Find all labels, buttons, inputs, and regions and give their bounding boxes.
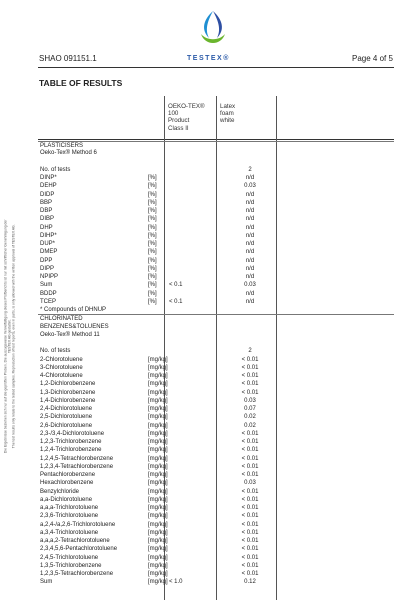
sample-header-line: Latex xyxy=(220,103,236,110)
unit-cell: [mg/kg] xyxy=(148,513,168,520)
analyte-name: 1,3,5-Trichlorobenzene xyxy=(40,562,102,569)
table-row xyxy=(38,463,394,471)
analyte-name: DMEP xyxy=(40,249,58,256)
table-row xyxy=(38,224,394,232)
unit-cell: [mg/kg] xyxy=(148,521,168,528)
table-row xyxy=(38,422,394,430)
table-row xyxy=(38,207,394,215)
table-row xyxy=(38,479,394,487)
unit-cell: [mg/kg] xyxy=(148,562,168,569)
result-cell: < 0.01 xyxy=(241,505,259,511)
unit-cell: [%] xyxy=(148,249,157,256)
table-row xyxy=(38,265,394,273)
analyte-name: Sum xyxy=(40,282,53,289)
analyte-name: 3-Chlorotoluene xyxy=(40,364,83,371)
analyte-name: 2,3,6-Trichlorotoluene xyxy=(40,513,99,520)
analyte-name: BBP xyxy=(40,199,53,206)
result-cell: < 0.01 xyxy=(241,538,259,544)
unit-cell: [%] xyxy=(148,191,157,198)
table-row xyxy=(38,380,394,388)
result-cell: n/d xyxy=(245,232,255,239)
analyte-name: * Compounds of DHNUP xyxy=(40,307,107,313)
result-cell: n/d xyxy=(245,265,255,272)
result-cell: 2 xyxy=(248,166,252,173)
analyte-name: No. of tests xyxy=(40,348,71,355)
unit-cell: [mg/kg] xyxy=(148,554,168,561)
result-cell: 0.02 xyxy=(244,422,256,429)
standard-header-line: 100 xyxy=(168,110,179,118)
result-cell: < 0.01 xyxy=(241,472,259,478)
unit-cell: [%] xyxy=(148,241,157,247)
result-cell: n/d xyxy=(245,257,255,264)
brand-name: TESTEX® xyxy=(187,55,230,62)
result-cell: < 0.01 xyxy=(241,521,259,528)
unit-cell: [%] xyxy=(148,232,157,239)
page-number: Page 4 of 5 xyxy=(352,54,393,63)
limit-cell: < 0.1 xyxy=(169,298,183,305)
unit-cell: [mg/kg] xyxy=(148,529,168,536)
result-cell: n/d xyxy=(245,208,255,214)
analyte-name: BENZENES&TOLUENES xyxy=(40,323,109,330)
table-row xyxy=(38,149,394,157)
analyte-name: 4-Chlorotoluene xyxy=(40,373,83,379)
analyte-name: No. of tests xyxy=(40,166,71,173)
table-row xyxy=(38,166,394,174)
limit-cell: < 1.0 xyxy=(169,579,183,586)
table-row xyxy=(38,397,394,405)
result-cell: < 0.01 xyxy=(241,356,259,363)
table-row xyxy=(38,347,394,355)
table-row xyxy=(38,331,394,339)
analyte-name: 2-Chlorotoluene xyxy=(40,356,83,363)
testex-logo xyxy=(195,8,231,50)
analyte-name: BDDP xyxy=(40,290,57,297)
unit-cell: [%] xyxy=(148,274,157,280)
analyte-name: 1,2,3,5-Tetrachlorobenzene xyxy=(40,571,114,577)
analyte-name: NPIPP xyxy=(40,274,59,280)
analyte-name: Benzylchloride xyxy=(40,488,80,495)
header-divider xyxy=(38,67,394,68)
analyte-name: TCEP xyxy=(40,298,57,305)
unit-cell: [%] xyxy=(148,265,157,272)
side-disclaimer xyxy=(4,216,17,456)
result-cell: 0.03 xyxy=(244,397,256,404)
unit-cell: [mg/kg] xyxy=(148,480,168,487)
analyte-name: DHP xyxy=(40,224,53,231)
analyte-name: Oeko-Tex® Method 6 xyxy=(40,150,97,157)
table-row xyxy=(38,215,394,223)
result-cell: 0.03 xyxy=(244,282,256,289)
analyte-name: DINP* xyxy=(40,175,57,181)
result-cell: < 0.01 xyxy=(241,439,259,445)
analyte-name: DUP* xyxy=(40,241,56,247)
result-cell: < 0.01 xyxy=(241,430,259,437)
unit-cell: [mg/kg] xyxy=(148,447,168,454)
result-cell: n/d xyxy=(245,175,255,181)
result-cell: 0.02 xyxy=(244,414,256,421)
table-row xyxy=(38,488,394,496)
table-row xyxy=(38,389,394,397)
analyte-name: 2,4-Dichlorotoluene xyxy=(40,406,93,412)
analyte-name: 1,3-Dichlorobenzene xyxy=(40,389,96,396)
unit-cell: [mg/kg] xyxy=(148,373,168,379)
unit-cell: [%] xyxy=(148,183,157,190)
analyte-name: DEHP xyxy=(40,183,57,190)
table-row xyxy=(38,438,394,446)
analyte-name: 1,2,3-Trichlorobenzene xyxy=(40,439,102,445)
unit-cell: [mg/kg] xyxy=(148,397,168,404)
unit-cell: [%] xyxy=(148,298,157,305)
analyte-name: CHLORINATED xyxy=(40,316,83,323)
result-cell: 2 xyxy=(248,348,252,355)
limit-cell: < 0.1 xyxy=(169,282,183,289)
unit-cell: [%] xyxy=(148,282,157,289)
analyte-name: 1,2,3,4-Tetrachlorobenzene xyxy=(40,463,114,470)
unit-cell: [mg/kg] xyxy=(148,356,168,363)
unit-cell: [mg/kg] xyxy=(148,364,168,371)
result-cell: < 0.01 xyxy=(241,562,259,569)
unit-cell: [%] xyxy=(148,175,157,181)
analyte-name: 2,3-/3,4-Dichlorotoluene xyxy=(40,430,105,437)
result-cell: < 0.01 xyxy=(241,554,259,561)
analyte-name: PLASTICISERS xyxy=(40,143,84,149)
unit-cell: [mg/kg] xyxy=(148,422,168,429)
analyte-name: a,a-Dichlorotoluene xyxy=(40,496,93,503)
table-row xyxy=(38,232,394,240)
table-row xyxy=(38,455,394,463)
result-cell: < 0.01 xyxy=(241,513,259,520)
analyte-name: 1,2-Dichlorobenzene xyxy=(40,381,96,388)
table-row xyxy=(38,248,394,256)
result-cell: < 0.01 xyxy=(241,455,259,462)
standard-header-line: Class II xyxy=(168,124,189,132)
result-cell: < 0.01 xyxy=(241,529,259,536)
unit-cell: [%] xyxy=(148,290,157,297)
table-row xyxy=(38,199,394,207)
unit-cell: [mg/kg] xyxy=(148,381,168,388)
result-cell: < 0.01 xyxy=(241,364,259,371)
result-cell: < 0.01 xyxy=(241,488,259,495)
analyte-name: 2,3,4,5,6-Pentachlorotoluene xyxy=(40,546,118,553)
table-row xyxy=(38,257,394,265)
table-row xyxy=(38,446,394,454)
standard-header-line: Product xyxy=(168,117,190,125)
unit-cell: [mg/kg] xyxy=(148,455,168,462)
table-row xyxy=(38,298,394,306)
side-disclaimer-de: Die Ergebnisse beziehen sich nur auf die geprüften Proben. Die auszugsweise Vervielfältigung dieses Prüfberichts ist nur mit schriftlicher Genehmigung der TESTEX AG gestattet. xyxy=(3,219,12,454)
analyte-name: Sum xyxy=(40,579,53,586)
unit-cell: [mg/kg] xyxy=(148,538,168,544)
unit-cell: [mg/kg] xyxy=(148,505,168,511)
unit-cell: [%] xyxy=(148,224,157,231)
table-row xyxy=(38,545,394,553)
table-row xyxy=(38,405,394,413)
analyte-name: a,a,a-Trichlorotoluene xyxy=(40,505,99,511)
analyte-name: 1,4-Dichlorobenzene xyxy=(40,397,96,404)
table-row xyxy=(38,471,394,479)
result-cell: < 0.01 xyxy=(241,571,259,577)
analyte-name: Pentachlorobenzene xyxy=(40,472,96,478)
unit-cell: [%] xyxy=(148,208,157,214)
table-row xyxy=(38,529,394,537)
result-cell: < 0.01 xyxy=(241,463,259,470)
analyte-name: a,3,4-Trichlorotoluene xyxy=(40,529,99,536)
unit-cell: [mg/kg] xyxy=(148,463,168,470)
table-row xyxy=(38,273,394,281)
result-cell: 0.07 xyxy=(244,406,256,412)
sample-column-header xyxy=(220,103,235,125)
unit-cell: [%] xyxy=(148,199,157,206)
sample-header-line: white xyxy=(220,117,235,125)
table-row xyxy=(38,323,394,331)
result-cell: < 0.01 xyxy=(241,373,259,379)
result-cell: n/d xyxy=(245,216,255,223)
table-row xyxy=(38,306,394,314)
result-cell: n/d xyxy=(245,199,255,206)
result-cell: n/d xyxy=(245,290,255,297)
result-cell: < 0.01 xyxy=(241,546,259,553)
unit-cell: [mg/kg] xyxy=(148,414,168,421)
table-row xyxy=(38,504,394,512)
unit-cell: [mg/kg] xyxy=(148,472,168,478)
analyte-name: a,a,a,2-Tetrachlorotoluene xyxy=(40,538,110,544)
analyte-name: 1,2,4,5-Tetrachlorobenzene xyxy=(40,455,114,462)
table-row xyxy=(38,562,394,570)
table-row xyxy=(38,182,394,190)
result-cell: n/d xyxy=(245,274,255,280)
unit-cell: [mg/kg] xyxy=(148,406,168,412)
analyte-name: 2,6-Dichlorotoluene xyxy=(40,422,93,429)
table-row xyxy=(38,512,394,520)
document-id: SHAO 091151.1 xyxy=(39,54,97,63)
unit-cell: [%] xyxy=(148,257,157,264)
result-cell: < 0.01 xyxy=(241,381,259,388)
analyte-name: 2,5-Dichlorotoluene xyxy=(40,414,93,421)
result-cell: n/d xyxy=(245,241,255,247)
standard-header-line: OEKO-TEX® xyxy=(168,103,205,110)
unit-cell: [mg/kg] xyxy=(148,496,168,503)
table-row xyxy=(38,240,394,248)
analyte-name: 1,2,4-Trichlorobenzene xyxy=(40,447,102,454)
analyte-name: DIDP xyxy=(40,191,55,198)
result-cell: < 0.01 xyxy=(241,389,259,396)
result-cell: < 0.01 xyxy=(241,496,259,503)
table-row xyxy=(38,521,394,529)
analyte-name: DBP xyxy=(40,208,53,214)
result-cell: 0.03 xyxy=(244,183,256,190)
table-row xyxy=(38,191,394,199)
table-row xyxy=(38,158,394,166)
table-row xyxy=(38,364,394,372)
table-row xyxy=(38,537,394,545)
result-cell: < 0.01 xyxy=(241,447,259,454)
unit-cell: [mg/kg] xyxy=(148,430,168,437)
analyte-name: DIBP xyxy=(40,216,55,223)
result-cell: n/d xyxy=(245,224,255,231)
unit-cell: [mg/kg] xyxy=(148,546,168,553)
table-row xyxy=(38,554,394,562)
result-cell: 0.03 xyxy=(244,480,256,487)
result-cell: n/d xyxy=(245,249,255,256)
table-row xyxy=(38,174,394,182)
table-row xyxy=(38,430,394,438)
sample-header-line: foam xyxy=(220,110,234,118)
table-row xyxy=(38,281,394,289)
unit-cell: [mg/kg] xyxy=(148,579,168,586)
analyte-name: DIPP xyxy=(40,265,55,272)
unit-cell: [mg/kg] xyxy=(148,389,168,396)
unit-cell: [mg/kg] xyxy=(148,439,168,445)
result-cell: n/d xyxy=(245,191,255,198)
table-row xyxy=(38,578,394,586)
result-cell: 0.12 xyxy=(244,579,256,586)
unit-cell: [%] xyxy=(148,216,157,223)
analyte-name: 2,4,5-Trichlorotoluene xyxy=(40,554,99,561)
section-title: TABLE OF RESULTS xyxy=(39,78,123,88)
side-disclaimer-en: The test results only relate to the tested samples. Reproduction of test reports, even in parts, is only allowed with the written approval of TESTEX AG. xyxy=(12,224,17,449)
table-row xyxy=(38,372,394,380)
analyte-name: Hexachlorobenzene xyxy=(40,480,94,487)
table-row xyxy=(38,413,394,421)
unit-cell: [mg/kg] xyxy=(148,488,168,495)
analyte-name: a,2,4-/a,2,6-Trichlorotoluene xyxy=(40,521,116,528)
table-row xyxy=(38,356,394,364)
table-row xyxy=(38,570,394,578)
result-cell: n/d xyxy=(245,298,255,305)
standard-column-header xyxy=(168,103,205,132)
table-row xyxy=(38,339,394,347)
analyte-name: Oeko-Tex® Method 11 xyxy=(40,331,100,338)
analyte-name: DPP xyxy=(40,257,53,264)
table-row xyxy=(38,496,394,504)
analyte-name: DIHP* xyxy=(40,232,57,239)
unit-cell: [mg/kg] xyxy=(148,571,168,577)
table-row xyxy=(38,290,394,298)
